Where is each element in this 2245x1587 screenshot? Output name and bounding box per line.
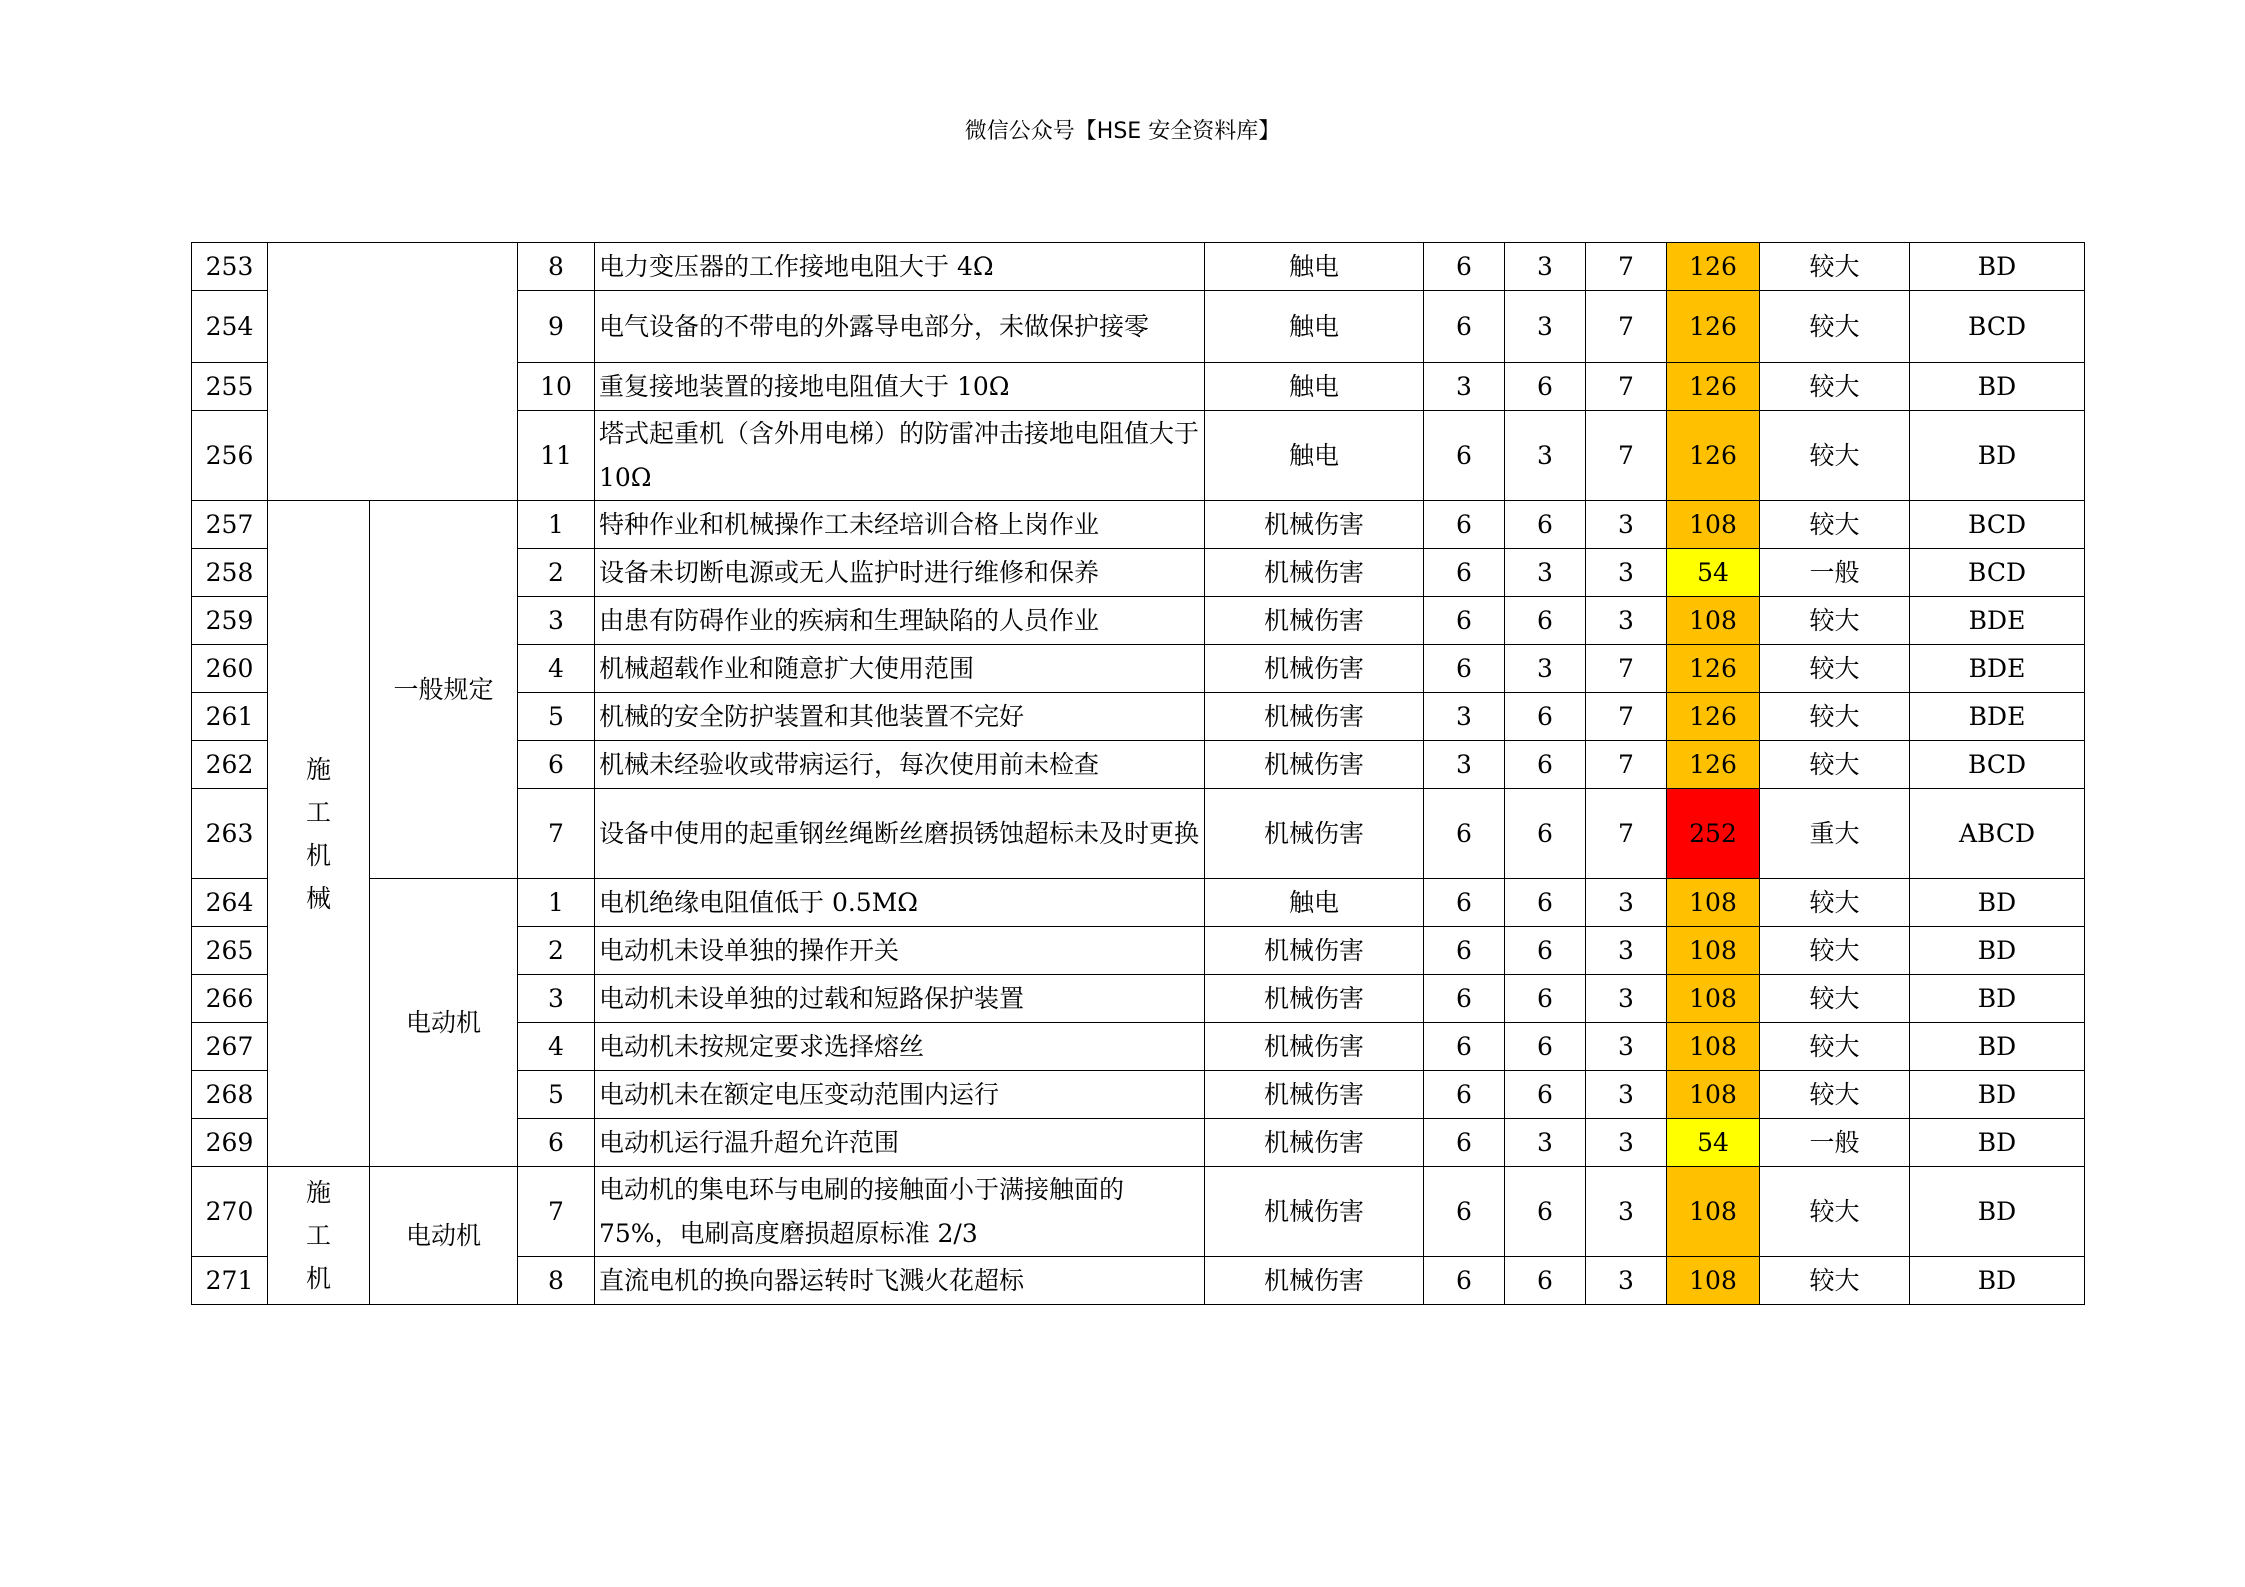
value-e: 6 — [1505, 363, 1586, 411]
hazard-type: 触电 — [1205, 879, 1424, 927]
value-l: 3 — [1424, 363, 1505, 411]
value-c: 7 — [1586, 411, 1667, 501]
value-e: 6 — [1505, 1023, 1586, 1071]
value-l: 6 — [1424, 927, 1505, 975]
item-index: 2 — [518, 549, 595, 597]
hazard-type: 机械伤害 — [1205, 549, 1424, 597]
item-index: 4 — [518, 1023, 595, 1071]
control-code: BD — [1910, 243, 2085, 291]
item-index: 6 — [518, 741, 595, 789]
value-l: 3 — [1424, 741, 1505, 789]
value-c: 7 — [1586, 693, 1667, 741]
row-number: 270 — [192, 1167, 268, 1257]
hazard-description: 电动机未设单独的操作开关 — [595, 927, 1205, 975]
value-c: 7 — [1586, 363, 1667, 411]
subcategory-cell: 电动机 — [370, 879, 518, 1167]
row-number: 254 — [192, 291, 268, 363]
item-index: 9 — [518, 291, 595, 363]
risk-level: 较大 — [1760, 879, 1910, 927]
risk-level: 较大 — [1760, 1167, 1910, 1257]
risk-score: 126 — [1667, 693, 1760, 741]
value-e: 3 — [1505, 1119, 1586, 1167]
risk-score: 108 — [1667, 501, 1760, 549]
hazard-type: 机械伤害 — [1205, 975, 1424, 1023]
item-index: 5 — [518, 1071, 595, 1119]
value-e: 6 — [1505, 501, 1586, 549]
control-code: BDE — [1910, 597, 2085, 645]
risk-score: 108 — [1667, 1257, 1760, 1305]
hazard-description: 电动机未在额定电压变动范围内运行 — [595, 1071, 1205, 1119]
value-c: 3 — [1586, 1119, 1667, 1167]
control-code: ABCD — [1910, 789, 2085, 879]
control-code: BD — [1910, 411, 2085, 501]
hazard-type: 机械伤害 — [1205, 1023, 1424, 1071]
risk-score: 108 — [1667, 879, 1760, 927]
control-code: BD — [1910, 1023, 2085, 1071]
risk-level: 较大 — [1760, 927, 1910, 975]
value-l: 6 — [1424, 1023, 1505, 1071]
row-number: 256 — [192, 411, 268, 501]
value-e: 6 — [1505, 1071, 1586, 1119]
table-row — [192, 243, 2085, 291]
hazard-type: 触电 — [1205, 243, 1424, 291]
risk-level: 较大 — [1760, 1257, 1910, 1305]
item-index: 10 — [518, 363, 595, 411]
control-code: BCD — [1910, 291, 2085, 363]
value-e: 3 — [1505, 549, 1586, 597]
control-code: BD — [1910, 1119, 2085, 1167]
control-code: BD — [1910, 927, 2085, 975]
value-e: 3 — [1505, 645, 1586, 693]
risk-score: 54 — [1667, 1119, 1760, 1167]
risk-level: 较大 — [1760, 693, 1910, 741]
item-index: 5 — [518, 693, 595, 741]
row-number: 261 — [192, 693, 268, 741]
row-number: 260 — [192, 645, 268, 693]
row-number: 262 — [192, 741, 268, 789]
page-header: 微信公众号【HSE 安全资料库】 — [964, 119, 1281, 144]
item-index: 11 — [518, 411, 595, 501]
hazard-type: 机械伤害 — [1205, 693, 1424, 741]
value-c: 3 — [1586, 501, 1667, 549]
risk-score: 126 — [1667, 291, 1760, 363]
control-code: BD — [1910, 363, 2085, 411]
category-cell: 施 工 机 械 — [268, 501, 370, 1167]
value-c: 3 — [1586, 879, 1667, 927]
table-row — [192, 879, 2085, 927]
row-number: 269 — [192, 1119, 268, 1167]
value-l: 6 — [1424, 975, 1505, 1023]
control-code: BCD — [1910, 501, 2085, 549]
hazard-type: 触电 — [1205, 291, 1424, 363]
value-l: 6 — [1424, 501, 1505, 549]
value-c: 3 — [1586, 1023, 1667, 1071]
value-e: 6 — [1505, 1167, 1586, 1257]
item-index: 3 — [518, 597, 595, 645]
hazard-type: 机械伤害 — [1205, 645, 1424, 693]
risk-level: 较大 — [1760, 597, 1910, 645]
risk-score: 108 — [1667, 597, 1760, 645]
value-c: 7 — [1586, 789, 1667, 879]
value-l: 6 — [1424, 1167, 1505, 1257]
value-l: 6 — [1424, 243, 1505, 291]
hazard-type: 机械伤害 — [1205, 1071, 1424, 1119]
value-l: 6 — [1424, 597, 1505, 645]
hazard-type: 机械伤害 — [1205, 597, 1424, 645]
value-c: 3 — [1586, 597, 1667, 645]
value-e: 3 — [1505, 243, 1586, 291]
control-code: BCD — [1910, 741, 2085, 789]
row-number: 264 — [192, 879, 268, 927]
value-l: 6 — [1424, 291, 1505, 363]
value-l: 6 — [1424, 1071, 1505, 1119]
risk-level: 较大 — [1760, 975, 1910, 1023]
hazard-description: 电动机未按规定要求选择熔丝 — [595, 1023, 1205, 1071]
table-row — [192, 501, 2085, 549]
control-code: BD — [1910, 1257, 2085, 1305]
value-l: 6 — [1424, 411, 1505, 501]
hazard-description: 重复接地装置的接地电阻值大于 10Ω — [595, 363, 1205, 411]
hazard-description: 机械超载作业和随意扩大使用范围 — [595, 645, 1205, 693]
value-e: 3 — [1505, 291, 1586, 363]
risk-score: 108 — [1667, 1023, 1760, 1071]
category-cell-blank — [268, 243, 518, 501]
risk-level: 较大 — [1760, 741, 1910, 789]
subcategory-cell: 电动机 — [370, 1167, 518, 1305]
value-l: 3 — [1424, 693, 1505, 741]
hazard-description: 机械的安全防护装置和其他装置不完好 — [595, 693, 1205, 741]
hazard-type: 机械伤害 — [1205, 1257, 1424, 1305]
row-number: 255 — [192, 363, 268, 411]
hazard-type: 机械伤害 — [1205, 1167, 1424, 1257]
hazard-description: 电动机未设单独的过载和短路保护装置 — [595, 975, 1205, 1023]
item-index: 8 — [518, 243, 595, 291]
value-c: 7 — [1586, 243, 1667, 291]
risk-level: 较大 — [1760, 501, 1910, 549]
hazard-description: 设备未切断电源或无人监护时进行维修和保养 — [595, 549, 1205, 597]
risk-level: 较大 — [1760, 411, 1910, 501]
item-index: 2 — [518, 927, 595, 975]
hazard-table — [191, 242, 2085, 1305]
control-code: BCD — [1910, 549, 2085, 597]
row-number: 271 — [192, 1257, 268, 1305]
row-number: 253 — [192, 243, 268, 291]
risk-level: 较大 — [1760, 1023, 1910, 1071]
hazard-description: 机械未经验收或带病运行，每次使用前未检查 — [595, 741, 1205, 789]
hazard-description: 电动机的集电环与电刷的接触面小于满接触面的75%，电刷高度磨损超原标准 2/3 — [595, 1167, 1205, 1257]
value-e: 6 — [1505, 879, 1586, 927]
value-l: 6 — [1424, 1257, 1505, 1305]
value-c: 3 — [1586, 1167, 1667, 1257]
control-code: BD — [1910, 1071, 2085, 1119]
value-c: 3 — [1586, 549, 1667, 597]
value-c: 3 — [1586, 1071, 1667, 1119]
item-index: 7 — [518, 1167, 595, 1257]
item-index: 3 — [518, 975, 595, 1023]
item-index: 7 — [518, 789, 595, 879]
risk-level: 较大 — [1760, 363, 1910, 411]
control-code: BD — [1910, 975, 2085, 1023]
hazard-description: 电动机运行温升超允许范围 — [595, 1119, 1205, 1167]
risk-score: 126 — [1667, 243, 1760, 291]
hazard-type: 触电 — [1205, 411, 1424, 501]
row-number: 257 — [192, 501, 268, 549]
table-row — [192, 1167, 2085, 1257]
hazard-type: 机械伤害 — [1205, 741, 1424, 789]
hazard-type: 机械伤害 — [1205, 927, 1424, 975]
risk-score: 126 — [1667, 741, 1760, 789]
value-c: 3 — [1586, 1257, 1667, 1305]
hazard-description: 直流电机的换向器运转时飞溅火花超标 — [595, 1257, 1205, 1305]
risk-level: 一般 — [1760, 1119, 1910, 1167]
item-index: 6 — [518, 1119, 595, 1167]
risk-level: 重大 — [1760, 789, 1910, 879]
value-e: 6 — [1505, 693, 1586, 741]
item-index: 4 — [518, 645, 595, 693]
item-index: 1 — [518, 879, 595, 927]
value-l: 6 — [1424, 1119, 1505, 1167]
risk-level: 一般 — [1760, 549, 1910, 597]
value-e: 6 — [1505, 741, 1586, 789]
risk-score: 108 — [1667, 1167, 1760, 1257]
value-l: 6 — [1424, 549, 1505, 597]
value-e: 6 — [1505, 1257, 1586, 1305]
hazard-type: 机械伤害 — [1205, 789, 1424, 879]
risk-score: 126 — [1667, 411, 1760, 501]
control-code: BD — [1910, 879, 2085, 927]
row-number: 268 — [192, 1071, 268, 1119]
value-e: 6 — [1505, 975, 1586, 1023]
hazard-description: 特种作业和机械操作工未经培训合格上岗作业 — [595, 501, 1205, 549]
hazard-description: 电机绝缘电阻值低于 0.5MΩ — [595, 879, 1205, 927]
value-c: 7 — [1586, 645, 1667, 693]
control-code: BDE — [1910, 693, 2085, 741]
control-code: BD — [1910, 1167, 2085, 1257]
row-number: 263 — [192, 789, 268, 879]
hazard-description: 由患有防碍作业的疾病和生理缺陷的人员作业 — [595, 597, 1205, 645]
risk-score: 108 — [1667, 927, 1760, 975]
value-e: 6 — [1505, 789, 1586, 879]
subcategory-cell: 一般规定 — [370, 501, 518, 879]
value-c: 3 — [1586, 975, 1667, 1023]
risk-level: 较大 — [1760, 243, 1910, 291]
category-cell: 施 工 机 — [268, 1167, 370, 1305]
risk-score: 54 — [1667, 549, 1760, 597]
row-number: 267 — [192, 1023, 268, 1071]
risk-level: 较大 — [1760, 291, 1910, 363]
risk-score: 108 — [1667, 975, 1760, 1023]
value-e: 6 — [1505, 927, 1586, 975]
value-l: 6 — [1424, 645, 1505, 693]
hazard-description: 塔式起重机（含外用电梯）的防雷冲击接地电阻值大于 10Ω — [595, 411, 1205, 501]
risk-level: 较大 — [1760, 1071, 1910, 1119]
hazard-type: 触电 — [1205, 363, 1424, 411]
item-index: 1 — [518, 501, 595, 549]
risk-score: 126 — [1667, 363, 1760, 411]
value-e: 3 — [1505, 411, 1586, 501]
hazard-description: 电力变压器的工作接地电阻大于 4Ω — [595, 243, 1205, 291]
value-c: 3 — [1586, 927, 1667, 975]
value-e: 6 — [1505, 597, 1586, 645]
row-number: 265 — [192, 927, 268, 975]
item-index: 8 — [518, 1257, 595, 1305]
risk-level: 较大 — [1760, 645, 1910, 693]
hazard-type: 机械伤害 — [1205, 1119, 1424, 1167]
risk-score: 126 — [1667, 645, 1760, 693]
risk-score: 252 — [1667, 789, 1760, 879]
row-number: 266 — [192, 975, 268, 1023]
row-number: 259 — [192, 597, 268, 645]
hazard-description: 电气设备的不带电的外露导电部分，未做保护接零 — [595, 291, 1205, 363]
risk-score: 108 — [1667, 1071, 1760, 1119]
hazard-type: 机械伤害 — [1205, 501, 1424, 549]
value-l: 6 — [1424, 789, 1505, 879]
hazard-description: 设备中使用的起重钢丝绳断丝磨损锈蚀超标未及时更换 — [595, 789, 1205, 879]
control-code: BDE — [1910, 645, 2085, 693]
value-c: 7 — [1586, 291, 1667, 363]
value-l: 6 — [1424, 879, 1505, 927]
value-c: 7 — [1586, 741, 1667, 789]
row-number: 258 — [192, 549, 268, 597]
